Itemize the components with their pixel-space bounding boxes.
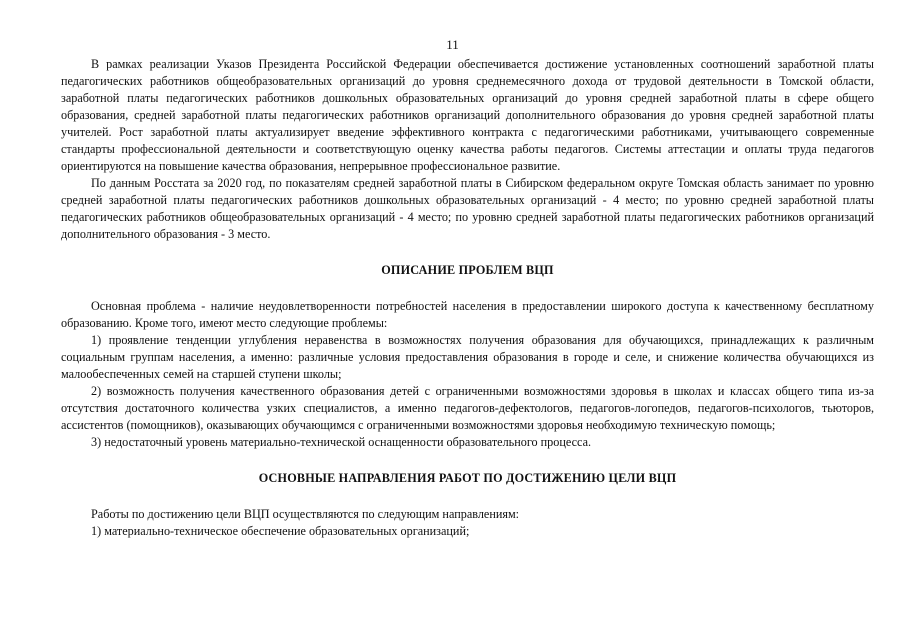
spacer [61,243,874,262]
list-item-problem-1: 1) проявление тенденции углубления неравенства в возможностях получения образования для обучающихся, принадлежащих к различным социальным группам населения, а именно: различные условия предоставления образования в городе и селе, и снижение количества обучающихся из малообеспеченных семей на старшей ступени школы; [61,333,874,381]
section-heading-directions: ОСНОВНЫЕ НАПРАВЛЕНИЯ РАБОТ ПО ДОСТИЖЕНИЮ ЦЕЛИ ВЦП [258,471,677,485]
list-item-problem-3: 3) недостаточный уровень материально-технической оснащенности образовательного процесса. [91,435,592,449]
section-heading-problems: ОПИСАНИЕ ПРОБЛЕМ ВЦП [381,263,554,277]
page-number: 11 [446,37,459,52]
paragraph-main-problem: Основная проблема - наличие неудовлетворенности потребностей населения в предоставлении широкого доступа к качественному бесплатному образованию. Кроме того, имеют место следующие проблемы: [61,299,874,330]
paragraph-rosstat-ranking: По данным Росстата за 2020 год, по показателям средней заработной платы в Сибирском федеральном округе Томская область занимает по уровню средней заработной платы педагогических работников дошкольных образовательных организаций - 4 место; по уровню средней заработной платы педагогических работников общеобразовательных организаций - 4 место; по уровню средней заработной платы педагогических работников организаций дополнительного образования - 3 место. [61,176,874,241]
list-item-problem-2: 2) возможность получения качественного образования детей с ограниченными возможностями здоровья в школах и классах общего типа из-за отсутствия достаточного количества узких специалистов, а именно педагогов-дефектологов, педагогов-логопедов, педагогов-психологов, тьюторов, ассистентов (помощников), оказывающих обучающимся с ограниченными возможностями здоровья необходимую техническую помощь; [61,384,874,432]
spacer [61,279,874,298]
paragraph-directions-intro: Работы по достижению цели ВЦП осуществляются по следующим направлениям: [91,507,520,521]
list-item-direction-1: 1) материально-техническое обеспечение образовательных организаций; [91,524,470,538]
spacer [61,451,874,470]
page-content [61,56,874,540]
paragraph-salary-decrees: В рамках реализации Указов Президента Российской Федерации обеспечивается достижение установленных соотношений заработной платы педагогических работников общеобразовательных организаций до уровня среднемесячного дохода от трудовой деятельности в Томской области, заработной платы педагогических работников дошкольных образовательных организаций до уровня средней заработной платы в сфере общего образования, средней заработной платы педагогических работников организаций дополнительного образования до уровня средней заработной платы учителей. Рост заработной платы актуализирует введение эффективного контракта с педагогическими работниками, учитывающего современные стандарты профессиональной деятельности и соответствующую оценку качества работы педагогов. Системы аттестации и оплаты труда педагогов ориентируются на повышение качества образования, непрерывное профессиональное развитие. [61,57,874,173]
spacer [61,487,874,506]
